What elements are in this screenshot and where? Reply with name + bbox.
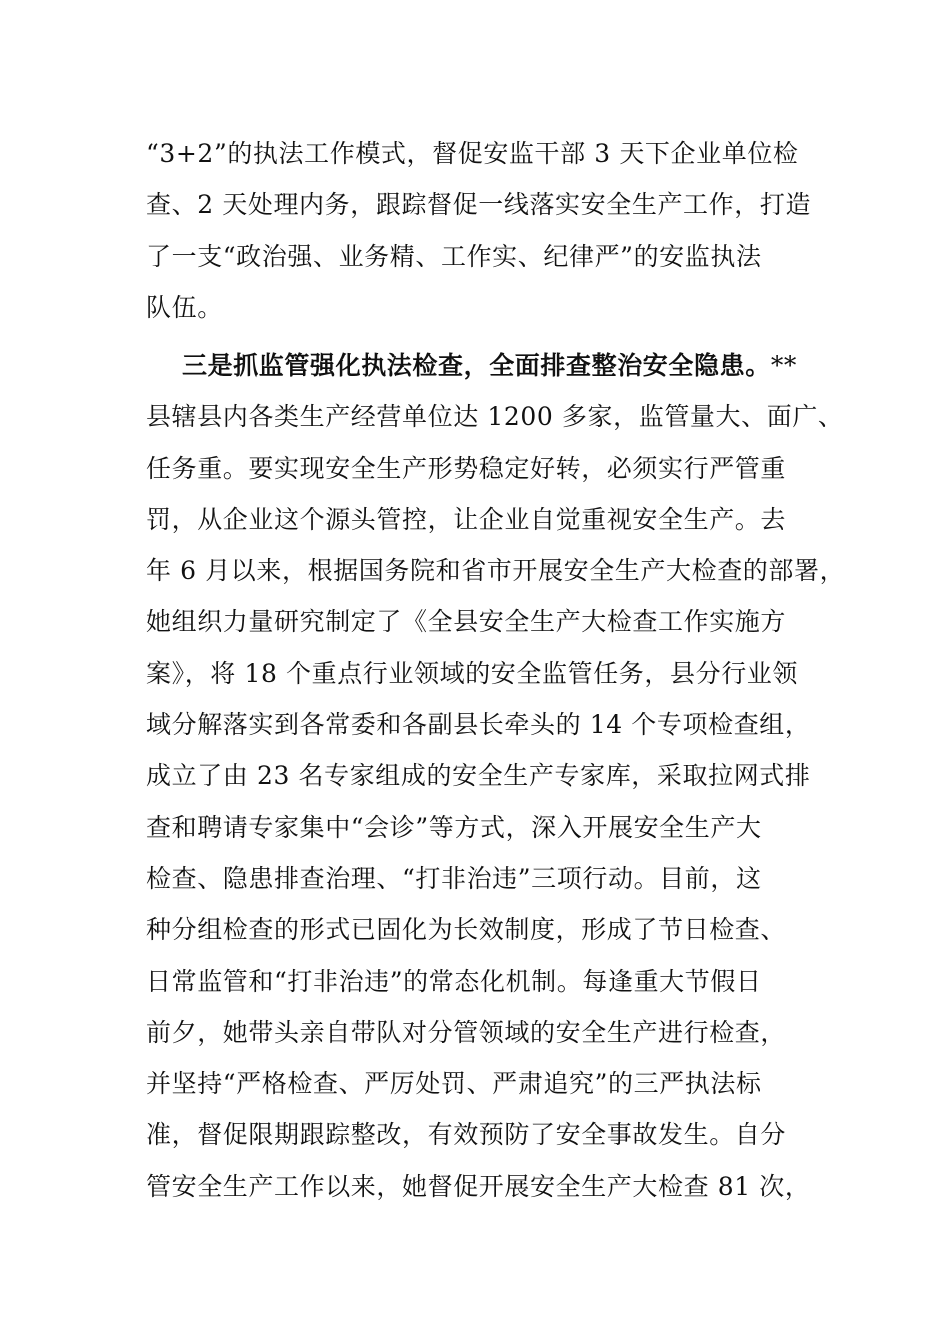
- paragraph-line: 准，督促限期跟踪整改，有效预防了安全事故发生。自分: [146, 1120, 787, 1150]
- paragraph-line: 任务重。要实现安全生产形势稳定好转，必须实行严管重: [146, 453, 787, 483]
- paragraph-line: 域分解落实到各常委和各副县长牵头的 14 个专项检查组，: [146, 710, 811, 740]
- paragraph-line: 管安全生产工作以来，她督促开展安全生产大检查 81 次，: [146, 1171, 811, 1201]
- paragraph-line: 日常监管和“打非治违”的常态化机制。每逢重大节假日: [146, 966, 762, 996]
- paragraph-line: 种分组检查的形式已固化为长效制度，形成了节日检查、: [146, 915, 787, 945]
- paragraph-line: 查和聘请专家集中“会诊”等方式，深入开展安全生产大: [146, 812, 762, 842]
- paragraph-line: 检查、隐患排查治理、“打非治违”三项行动。目前，这: [146, 863, 762, 893]
- paragraph-supervision-inspection: [146, 340, 846, 1212]
- paragraph-line: 她组织力量研究制定了《全县安全生产大检查工作实施方: [146, 607, 787, 637]
- paragraph-line: 前夕，她带头亲自带队对分管领域的安全生产进行检查，: [146, 1017, 787, 1047]
- paragraph-line: 年 6 月以来，根据国务院和省市开展安全生产大检查的部署，: [146, 556, 846, 586]
- paragraph-heading: 三是抓监管强化执法检查，全面排查整治安全隐患。: [182, 351, 771, 380]
- paragraph-first-line-rest: **: [770, 351, 798, 380]
- paragraph-line: 县辖县内各类生产经营单位达 1200 多家，监管量大、面广、: [146, 402, 844, 432]
- paragraph-line: 罚，从企业这个源头管控，让企业自觉重视安全生产。去: [146, 504, 787, 534]
- paragraph-first-line: [146, 340, 816, 391]
- paragraph-line: “3+2”的执法工作模式，督促安监干部 3 天下企业单位检: [146, 139, 799, 168]
- paragraph-line: 查、2 天处理内务，跟踪督促一线落实安全生产工作，打造: [146, 190, 812, 220]
- paragraph-line: 成立了由 23 名专家组成的安全生产专家库，采取拉网式排: [146, 761, 811, 791]
- paragraph-line: 队伍。: [146, 292, 223, 322]
- paragraph-law-enforcement-team: [146, 128, 816, 333]
- paragraph-line: 了一支“政治强、业务精、工作实、纪律严”的安监执法: [146, 241, 762, 271]
- paragraph-line: 案》，将 18 个重点行业领域的安全监管任务，县分行业领: [146, 658, 799, 688]
- paragraph-line: 并坚持“严格检查、严厉处罚、严肃追究”的三严执法标: [146, 1069, 762, 1099]
